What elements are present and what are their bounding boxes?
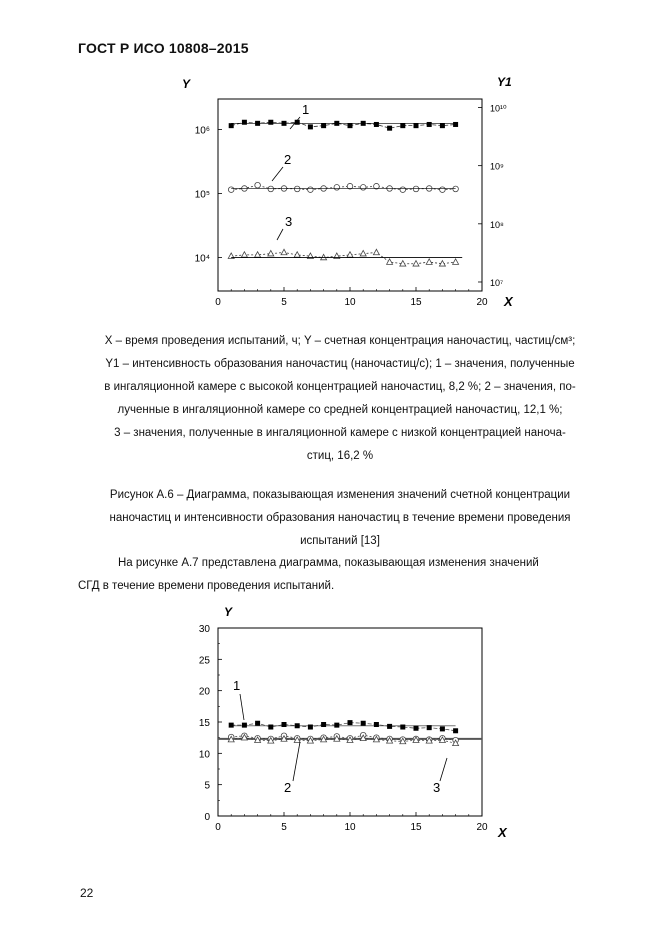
data-point-square — [348, 720, 353, 725]
figure-a6-chart — [0, 0, 661, 330]
x-axis-label: X — [504, 294, 513, 309]
data-point-square — [229, 723, 234, 728]
x-tick-label: 15 — [410, 297, 422, 308]
y1-tick-label: 10¹⁰ — [490, 103, 507, 114]
data-point-circle — [334, 185, 340, 191]
x-tick-label: 5 — [281, 297, 287, 308]
y1-axis-label: Y1 — [497, 75, 512, 89]
x-tick-label: 15 — [410, 822, 422, 833]
data-point-square — [268, 120, 273, 125]
y1-tick-label: 10⁹ — [490, 161, 504, 172]
y-tick-label: 30 — [198, 624, 210, 635]
y-tick-label: 0 — [204, 812, 210, 823]
data-point-square — [414, 123, 419, 128]
data-point-square — [374, 122, 379, 127]
data-point-square — [308, 725, 313, 730]
data-point-square — [374, 722, 379, 727]
data-point-circle — [228, 187, 234, 193]
data-point-square — [321, 123, 326, 128]
data-point-square — [255, 721, 260, 726]
y-tick-label: 25 — [198, 655, 210, 667]
data-point-square — [400, 725, 405, 730]
data-point-circle — [453, 186, 459, 192]
legend-line: лученные в ингаляционной камере со средней концентрацией наночастиц, 12,1 %; — [117, 404, 563, 416]
data-point-square — [387, 724, 392, 729]
data-point-square — [453, 122, 458, 127]
data-point-square — [414, 726, 419, 731]
data-point-square — [282, 722, 287, 727]
data-point-circle — [268, 186, 274, 192]
data-point-circle — [255, 182, 261, 188]
y-tick-label: 10⁵ — [194, 189, 210, 201]
caption-line: Рисунок А.6 – Диаграмма, показывающая изменения значений счетной концентрации — [109, 489, 571, 501]
series-label-3: 3 — [433, 780, 441, 795]
series-line — [231, 723, 455, 731]
x-tick-label: 20 — [476, 297, 488, 308]
data-point-circle — [413, 186, 419, 192]
data-point-circle — [400, 187, 406, 193]
series-label-3: 3 — [285, 214, 293, 229]
data-point-circle — [294, 186, 300, 192]
legend-line: в ингаляционной камере с высокой концентрацией наночастиц, 8,2 %; 2 – значения, по- — [104, 381, 576, 393]
data-point-triangle — [281, 249, 287, 255]
data-point-square — [440, 726, 445, 731]
data-point-triangle — [426, 259, 432, 265]
data-point-square — [427, 725, 432, 730]
y-tick-label: 5 — [204, 780, 210, 792]
figure-a6-caption — [60, 484, 620, 553]
data-point-square — [242, 723, 247, 728]
x-tick-label: 10 — [344, 297, 356, 308]
legend-line: X – время проведения испытаний, ч; Y – счетная концентрация наночастиц, частиц/см³; — [104, 335, 576, 347]
page-number: 22 — [80, 886, 94, 900]
x-tick-label: 5 — [281, 822, 287, 833]
data-point-square — [334, 723, 339, 728]
y1-tick-label: 10⁷ — [490, 277, 504, 288]
data-point-square — [440, 123, 445, 128]
data-point-square — [229, 123, 234, 128]
figure-a6-legend — [60, 330, 620, 468]
series-label-2: 2 — [284, 152, 292, 167]
data-point-triangle — [413, 261, 419, 267]
data-point-circle — [308, 187, 314, 193]
y-tick-label: 10 — [198, 749, 210, 761]
data-point-triangle — [373, 249, 379, 255]
paragraph-line: СГД в течение времени проведения испытаний. — [78, 580, 335, 592]
series-line — [231, 185, 455, 189]
document-header: ГОСТ Р ИСО 10808–2015 — [78, 40, 249, 56]
data-point-square — [268, 725, 273, 730]
paragraph-line: На рисунке А.7 представлена диаграмма, показывающая изменения значений — [118, 557, 539, 569]
data-point-triangle — [241, 252, 247, 257]
legend-line: Y1 – интенсивность образования наночастиц (наночастиц/с); 1 – значения, полученные — [105, 358, 575, 370]
x-tick-label: 0 — [215, 297, 221, 308]
data-point-triangle — [453, 259, 459, 265]
data-point-square — [348, 123, 353, 128]
data-point-square — [321, 722, 326, 727]
y-tick-label: 10⁶ — [194, 125, 210, 137]
data-point-circle — [440, 187, 446, 193]
data-point-square — [295, 723, 300, 728]
data-point-square — [400, 123, 405, 128]
x-tick-label: 20 — [476, 822, 488, 833]
legend-line: стиц, 16,2 % — [306, 450, 374, 462]
y-tick-label: 10⁴ — [194, 253, 210, 265]
y1-tick-label: 10⁸ — [490, 219, 504, 230]
caption-line: наночастиц и интенсивности образования наночастиц в течение времени проведения — [109, 512, 571, 524]
y-axis-label: Y — [224, 605, 233, 619]
body-paragraph — [78, 552, 630, 598]
data-point-triangle — [360, 250, 366, 256]
figure-a7-chart — [0, 600, 661, 850]
series-label-1: 1 — [233, 678, 241, 693]
data-point-square — [242, 120, 247, 125]
legend-line: 3 – значения, полученные в ингаляционной камере с низкой концентрацией наноча- — [114, 427, 566, 439]
y-tick-label: 20 — [198, 686, 210, 698]
data-point-square — [361, 721, 366, 726]
x-axis-label: X — [498, 825, 507, 840]
data-point-square — [387, 126, 392, 131]
series-label-2: 2 — [284, 780, 292, 795]
data-point-square — [453, 728, 458, 733]
y-axis-label: Y — [182, 77, 191, 91]
x-tick-label: 10 — [344, 822, 356, 833]
data-point-triangle — [387, 259, 393, 265]
series-line — [231, 252, 455, 263]
x-tick-label: 0 — [215, 822, 221, 833]
data-point-square — [427, 122, 432, 127]
data-point-circle — [360, 185, 366, 191]
data-point-square — [308, 124, 313, 129]
y-tick-label: 15 — [198, 718, 210, 729]
caption-line: испытаний [13] — [300, 535, 380, 547]
series-label-1: 1 — [302, 102, 310, 117]
